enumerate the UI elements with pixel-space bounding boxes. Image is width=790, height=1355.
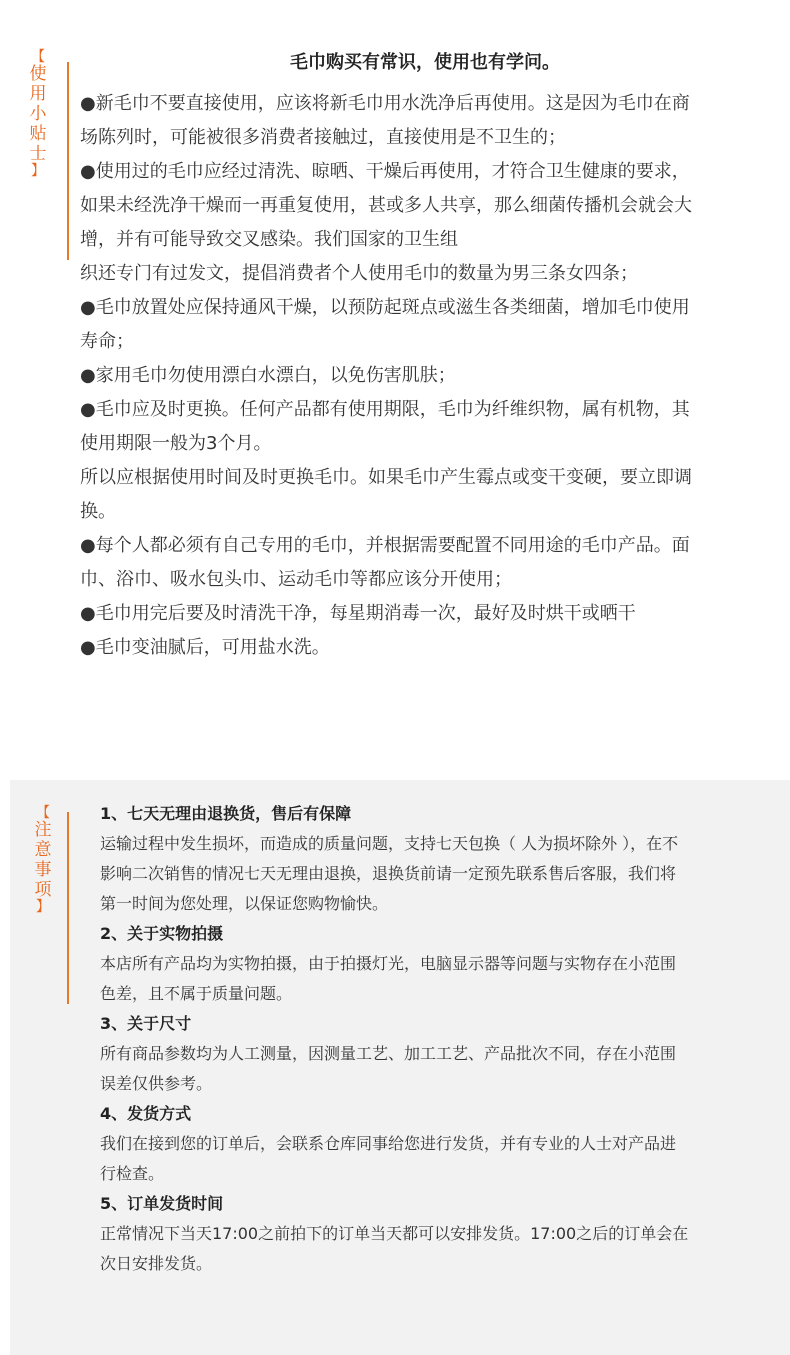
notice-line: 正常情况下当天17:00之前拍下的订单当天都可以安排发货。17:00之后的订单会在 bbox=[100, 1224, 689, 1243]
notice-item-photos bbox=[100, 919, 780, 1009]
notice-line: 运输过程中发生损坏，而造成的质量问题，支持七天包换（ 人为损坏除外 ），在不 bbox=[100, 834, 679, 853]
side-label-char: 用 bbox=[29, 84, 47, 104]
notice-line: 次日安排发货。 bbox=[100, 1254, 213, 1273]
side-label-char: 贴 bbox=[29, 124, 47, 144]
notice-heading: 5、订单发货时间 bbox=[100, 1194, 224, 1213]
usage-tips-side-label bbox=[27, 50, 49, 178]
tip-line: 如果未经洗净干燥而一再重复使用，甚或多人共享，那么细菌传播机会就会大 bbox=[80, 195, 692, 216]
notice-line: 影响二次销售的情况七天无理由退换，退换货前请一定预先联系售后客服，我们将 bbox=[100, 864, 677, 883]
notice-side-label bbox=[32, 806, 54, 914]
tip-line: ●每个人都必须有自己专用的毛巾，并根据需要配置不同用途的毛巾产品。面 bbox=[80, 535, 690, 556]
notice-section bbox=[10, 780, 790, 1355]
side-label-char: 注 bbox=[34, 820, 52, 840]
notice-heading: 1、七天无理由退换货，售后有保障 bbox=[100, 804, 352, 823]
notice-item-size bbox=[100, 1009, 780, 1099]
notice-body bbox=[100, 799, 780, 1279]
tip-line: ●毛巾用完后要及时清洗干净，每星期消毒一次，最好及时烘干或晒干 bbox=[80, 603, 636, 624]
tip-line: 寿命； bbox=[80, 331, 134, 352]
tip-line: ●毛巾变油腻后，可用盐水洗。 bbox=[80, 637, 330, 658]
notice-item-shipping-time bbox=[100, 1189, 780, 1279]
notice-item-shipping-method bbox=[100, 1099, 780, 1189]
side-label-close-bracket: 】 bbox=[31, 163, 45, 179]
side-label-char: 事 bbox=[34, 860, 52, 880]
notice-heading: 3、关于尺寸 bbox=[100, 1014, 192, 1033]
notice-heading: 2、关于实物拍摄 bbox=[100, 924, 224, 943]
tip-line: 所以应根据使用时间及时更换毛巾。如果毛巾产生霉点或变干变硬，要立即调 bbox=[80, 467, 692, 488]
tip-line: ●毛巾放置处应保持通风干燥，以预防起斑点或滋生各类细菌，增加毛巾使用 bbox=[80, 297, 690, 318]
tip-line: ●新毛巾不要直接使用，应该将新毛巾用水洗净后再使用。这是因为毛巾在商 bbox=[80, 93, 690, 114]
tip-line: 巾、浴巾、吸水包头巾、运动毛巾等都应该分开使用； bbox=[80, 569, 512, 590]
side-label-close-bracket: 】 bbox=[36, 899, 50, 915]
notice-line: 第一时间为您处理，以保证您购物愉快。 bbox=[100, 894, 389, 913]
notice-line: 我们在接到您的订单后，会联系仓库同事给您进行发货，并有专业的人士对产品进 bbox=[100, 1134, 677, 1153]
notice-line: 行检查。 bbox=[100, 1164, 165, 1183]
tips-title: 毛巾购买有常识，使用也有学问。 bbox=[290, 52, 560, 73]
side-label-char: 使 bbox=[29, 64, 47, 84]
notice-heading: 4、发货方式 bbox=[100, 1104, 192, 1123]
tips-body bbox=[80, 87, 770, 665]
accent-divider bbox=[67, 62, 69, 260]
side-label-char: 小 bbox=[29, 104, 47, 124]
tip-line: 使用期限一般为3个月。 bbox=[80, 433, 272, 454]
tip-line: ●家用毛巾勿使用漂白水漂白，以免伤害肌肤； bbox=[80, 365, 456, 386]
side-label-open-bracket: 【 bbox=[31, 49, 45, 65]
tip-line: 场陈列时，可能被很多消费者接触过，直接使用是不卫生的； bbox=[80, 127, 566, 148]
tip-line: 织还专门有过发文，提倡消费者个人使用毛巾的数量为男三条女四条； bbox=[80, 263, 638, 284]
tip-line: ●使用过的毛巾应经过清洗、晾晒、干燥后再使用，才符合卫生健康的要求， bbox=[80, 161, 690, 182]
notice-line: 误差仅供参考。 bbox=[100, 1074, 213, 1093]
side-label-char: 士 bbox=[29, 144, 47, 164]
notice-line: 色差，且不属于质量问题。 bbox=[100, 984, 293, 1003]
tip-line: 增，并有可能导致交叉感染。我们国家的卫生组 bbox=[80, 229, 458, 250]
tip-line: 换。 bbox=[80, 501, 116, 522]
notice-item-returns bbox=[100, 799, 780, 919]
accent-divider bbox=[67, 812, 69, 1004]
side-label-open-bracket: 【 bbox=[36, 805, 50, 821]
side-label-char: 项 bbox=[34, 880, 52, 900]
tip-line: ●毛巾应及时更换。任何产品都有使用期限，毛巾为纤维织物，属有机物，其 bbox=[80, 399, 690, 420]
notice-line: 本店所有产品均为实物拍摄，由于拍摄灯光，电脑显示器等问题与实物存在小范围 bbox=[100, 954, 677, 973]
notice-line: 所有商品参数均为人工测量，因测量工艺、加工工艺、产品批次不同，存在小范围 bbox=[100, 1044, 677, 1063]
side-label-char: 意 bbox=[34, 840, 52, 860]
